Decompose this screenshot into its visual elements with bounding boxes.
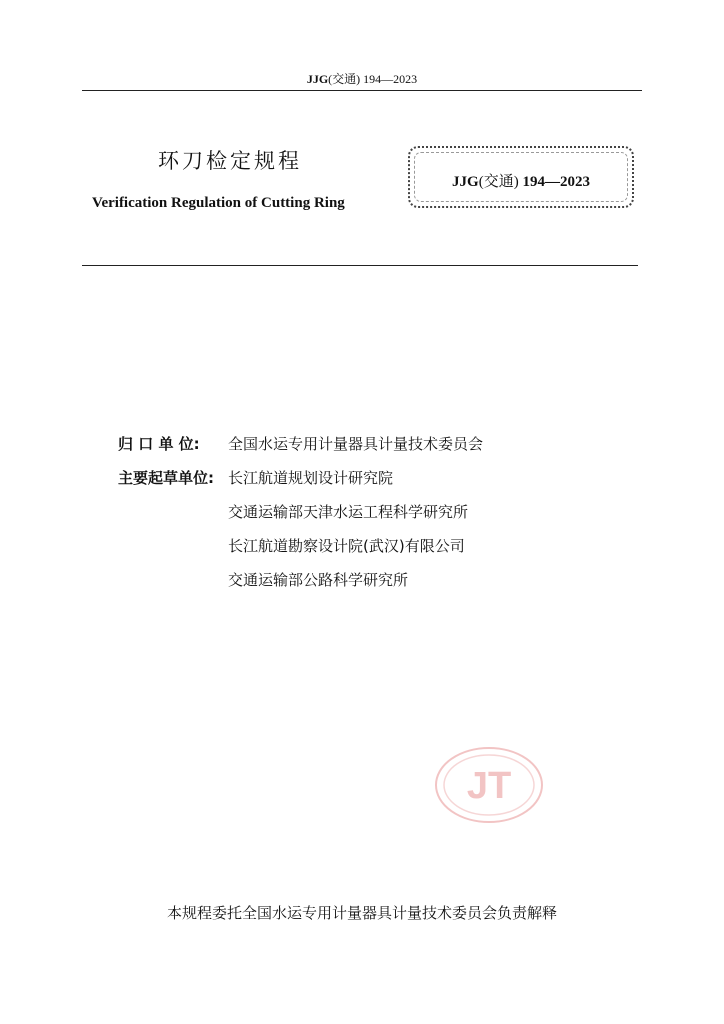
code-box-text bbox=[410, 170, 632, 191]
header-rule bbox=[82, 90, 642, 91]
standard-code-box bbox=[408, 146, 634, 208]
english-title: Verification Regulation of Cutting Ring bbox=[92, 195, 345, 211]
responsible-unit-label: 归 口 单 位: bbox=[118, 435, 200, 453]
header-code-prefix: JJG bbox=[306, 72, 329, 86]
code-box-number: 194—2023 bbox=[522, 174, 590, 190]
code-box-paren: (交通) bbox=[478, 174, 519, 190]
footer-note: 本规程委托全国水运专用计量器具计量技术委员会负责解释 bbox=[166, 904, 557, 922]
stamp-letters: JT bbox=[466, 765, 512, 807]
header-standard-code bbox=[0, 70, 724, 87]
drafting-unit-3: 长江航道勘察设计院(武汉)有限公司 bbox=[228, 537, 465, 555]
drafting-unit-2: 交通运输部天津水运工程科学研究所 bbox=[228, 503, 469, 521]
jt-watermark-stamp bbox=[433, 745, 545, 825]
title-rule bbox=[82, 265, 638, 266]
chinese-title: 环刀检定规程 bbox=[158, 149, 302, 173]
responsible-unit-value: 全国水运专用计量器具计量技术委员会 bbox=[228, 435, 484, 453]
header-code-number: 194—2023 bbox=[363, 72, 418, 86]
header-code-paren: (交通) bbox=[328, 72, 361, 86]
drafting-unit-1: 长江航道规划设计研究院 bbox=[228, 469, 394, 487]
drafting-units-label: 主要起草单位: bbox=[118, 469, 214, 487]
drafting-unit-4: 交通运输部公路科学研究所 bbox=[228, 571, 409, 589]
code-box-prefix: JJG bbox=[452, 174, 479, 190]
